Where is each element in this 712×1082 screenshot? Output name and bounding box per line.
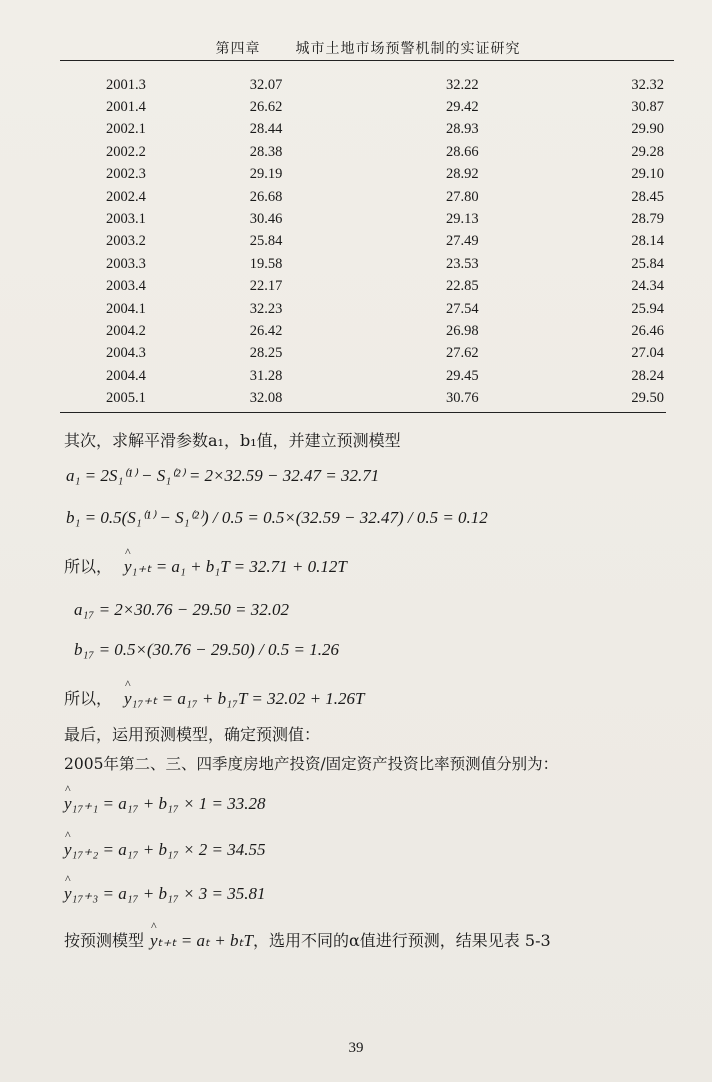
closing-pre: 按预测模型 (64, 931, 145, 950)
table-cell: 30.87 (631, 99, 664, 116)
table-cell: 25.84 (249, 233, 283, 250)
table-cell: 30.46 (249, 211, 283, 228)
table-cell: 2003.1 (106, 211, 146, 228)
table-cell: 32.08 (249, 390, 283, 407)
table-row (62, 320, 664, 342)
table-cell: 25.94 (631, 300, 664, 317)
forecast-1 (64, 794, 266, 814)
table-cell: 26.42 (249, 322, 283, 339)
table-cell: 28.24 (631, 367, 664, 384)
table-cell: 32.32 (631, 76, 664, 93)
table-cell: 2004.4 (106, 367, 146, 384)
forecast-1-text: ^ y₁₇₊₁ = a₁₇ + b₁₇ × 1 = 33.28 (64, 794, 266, 814)
closing-line (64, 928, 551, 951)
table-cell: 2004.3 (106, 345, 146, 362)
chapter-title: 城市土地市场预警机制的实证研究 (295, 41, 521, 57)
table-row (62, 343, 664, 365)
table-cell: 29.90 (631, 121, 664, 138)
table-cell: 2004.1 (106, 300, 146, 317)
table-cell: 27.49 (445, 233, 479, 250)
table-cell: 27.80 (445, 188, 479, 205)
table-cell: 26.46 (631, 322, 664, 339)
model-17: ^ y₁₇₊ₜ = a₁₇ + b₁₇T = 32.02 + 1.26T (124, 689, 364, 709)
table-cell: 29.45 (445, 367, 479, 384)
table-cell: 2002.4 (106, 188, 146, 205)
table-cell: 28.45 (631, 188, 664, 205)
equation-b1: b₁ = 0.5(S₁⁽¹⁾ − S₁⁽²⁾) / 0.5 = 0.5×(32.59 − 32.47) / 0.5 = 0.12 (66, 508, 488, 527)
table-row (62, 186, 664, 208)
table-cell: 2002.1 (106, 121, 146, 138)
table-row (62, 141, 664, 163)
table-cell: 28.44 (249, 121, 283, 138)
table-row (62, 387, 664, 409)
data-table (62, 74, 664, 410)
closing-post: ，选用不同的α值进行预测，结果见表 5-3 (253, 931, 551, 950)
table-cell: 28.79 (631, 211, 664, 228)
table-cell: 26.68 (249, 188, 283, 205)
table-row (62, 276, 664, 298)
table-cell: 29.10 (631, 166, 664, 183)
table-row (62, 74, 664, 96)
table-cell: 2001.4 (106, 99, 146, 116)
so-label-2: 所以， (64, 689, 113, 708)
table-cell: 2004.2 (106, 322, 146, 339)
table-cell: 28.92 (445, 166, 479, 183)
table-cell: 2002.3 (106, 166, 146, 183)
table-cell: 22.85 (445, 278, 479, 295)
table-cell: 31.28 (249, 367, 283, 384)
forecast-intro: 2005年第二、三、四季度房地产投资/固定资产投资比率预测值分别为： (64, 755, 559, 773)
table-cell: 28.93 (445, 121, 479, 138)
forecast-2-text: ^ y₁₇₊₂ = a₁₇ + b₁₇ × 2 = 34.55 (64, 840, 266, 860)
table-cell: 27.04 (631, 345, 664, 362)
equation-b17: b₁₇ = 0.5×(30.76 − 29.50) / 0.5 = 1.26 (74, 640, 340, 659)
table-row (62, 164, 664, 186)
table-cell: 28.25 (249, 345, 283, 362)
so-label-1: 所以， (64, 557, 113, 576)
table-cell: 23.53 (445, 255, 479, 272)
table-cell: 26.98 (445, 322, 479, 339)
header-rule (60, 60, 674, 61)
table-cell: 26.62 (249, 99, 283, 116)
table-row (62, 231, 664, 253)
table-cell: 2005.1 (106, 390, 146, 407)
table-cell: 32.22 (445, 76, 479, 93)
table-cell: 2002.2 (106, 143, 146, 160)
table-cell: 28.38 (249, 143, 283, 160)
table-row (62, 119, 664, 141)
table-cell: 29.19 (249, 166, 283, 183)
table-cell: 24.34 (631, 278, 664, 295)
table-cell: 32.07 (249, 76, 283, 93)
finally-text: 最后，运用预测模型，确定预测值： (64, 725, 321, 744)
table-cell: 32.23 (249, 300, 283, 317)
table-cell: 29.42 (445, 99, 479, 116)
table-bottom-rule (60, 412, 666, 413)
chapter-label: 第四章 (215, 41, 261, 57)
table-row (62, 208, 664, 230)
table-cell: 29.28 (631, 143, 664, 160)
forecast-3 (64, 884, 266, 904)
table-cell: 2003.3 (106, 255, 146, 272)
table-cell: 27.54 (445, 300, 479, 317)
table-cell: 25.84 (631, 255, 664, 272)
model-line-1 (64, 554, 347, 577)
table-cell: 22.17 (249, 278, 283, 295)
equation-a17: a₁₇ = 2×30.76 − 29.50 = 32.02 (74, 600, 289, 619)
closing-model: ^ yₜ₊ₜ = aₜ + bₜT (150, 931, 253, 951)
table-cell: 2001.3 (106, 76, 146, 93)
forecast-2 (64, 840, 266, 860)
table-cell: 28.14 (631, 233, 664, 250)
page-number: 39 (348, 1040, 364, 1056)
table-row (62, 96, 664, 118)
table-row (62, 253, 664, 275)
table-cell: 2003.2 (106, 233, 146, 250)
model-1: ^ y₁₊ₜ = a₁ + b₁T = 32.71 + 0.12T (124, 557, 347, 577)
table-cell: 28.66 (445, 143, 479, 160)
table-cell: 27.62 (445, 345, 479, 362)
intro-text: 其次，求解平滑参数a₁，b₁值，并建立预测模型 (64, 431, 401, 450)
table-cell: 30.76 (445, 390, 479, 407)
table-row (62, 365, 664, 387)
table-cell: 29.13 (445, 211, 479, 228)
table-cell: 19.58 (249, 255, 283, 272)
running-header (62, 38, 674, 58)
model-line-17 (64, 686, 365, 709)
forecast-3-text: ^ y₁₇₊₃ = a₁₇ + b₁₇ × 3 = 35.81 (64, 884, 266, 904)
table-cell: 2003.4 (106, 278, 146, 295)
table-row (62, 298, 664, 320)
equation-a1: a₁ = 2S₁⁽¹⁾ − S₁⁽²⁾ = 2×32.59 − 32.47 = 32.71 (66, 466, 380, 485)
table-cell: 29.50 (631, 390, 664, 407)
